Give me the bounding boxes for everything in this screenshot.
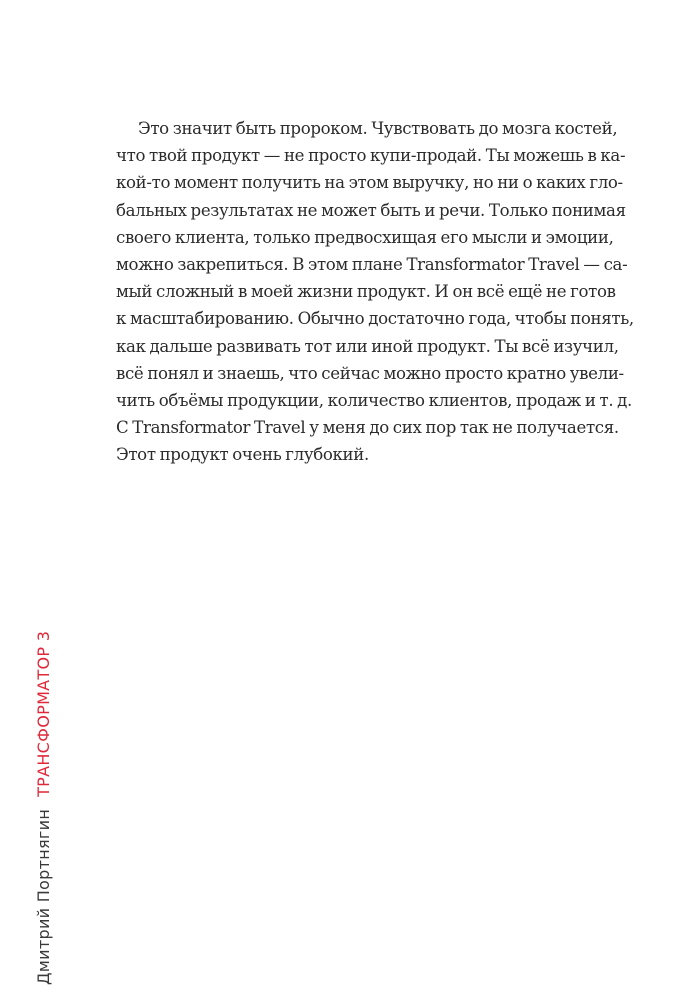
paragraph-line-7: мый сложный в моей жизни продукт. И он всё ещё не готов bbox=[116, 282, 616, 302]
paragraph-line-6: можно закрепиться. В этом плане Transformator Travel — са- bbox=[116, 254, 628, 274]
paragraph-line-2: что твой продукт — не просто купи-продай. Ты можешь в ка- bbox=[116, 146, 626, 166]
book-series-title: ТРАНСФОРМАТОР 3 bbox=[34, 630, 53, 797]
paragraph-line-3: кой-то момент получить на этом выручку, но ни о каких гло- bbox=[116, 173, 623, 193]
body-paragraph bbox=[116, 115, 634, 468]
paragraph-line-13: Этот продукт очень глубокий. bbox=[116, 445, 369, 465]
paragraph-line-4: бальных результатах не может быть и речи. Только понимая bbox=[116, 200, 626, 220]
paragraph-line-9: как дальше развивать тот или иной продукт. Ты всё изучил, bbox=[116, 336, 619, 356]
paragraph-line-12: С Transformator Travel у меня до сих пор так не получается. bbox=[116, 418, 619, 438]
paragraph-line-5: своего клиента, только предвосхищая его мысли и эмоции, bbox=[116, 227, 614, 247]
paragraph-line-11: чить объёмы продукции, количество клиентов, продаж и т. д. bbox=[116, 390, 632, 410]
paragraph-line-8: к масштабированию. Обычно достаточно года, чтобы понять, bbox=[116, 309, 634, 329]
paragraph-line-10: всё понял и знаешь, что сейчас можно просто кратно увели- bbox=[116, 363, 624, 383]
running-head-vertical bbox=[35, 631, 53, 985]
paragraph-line-1: Это значит быть пророком. Чувствовать до мозга костей, bbox=[138, 119, 618, 138]
author-name: Дмитрий Портнягин bbox=[34, 808, 53, 985]
